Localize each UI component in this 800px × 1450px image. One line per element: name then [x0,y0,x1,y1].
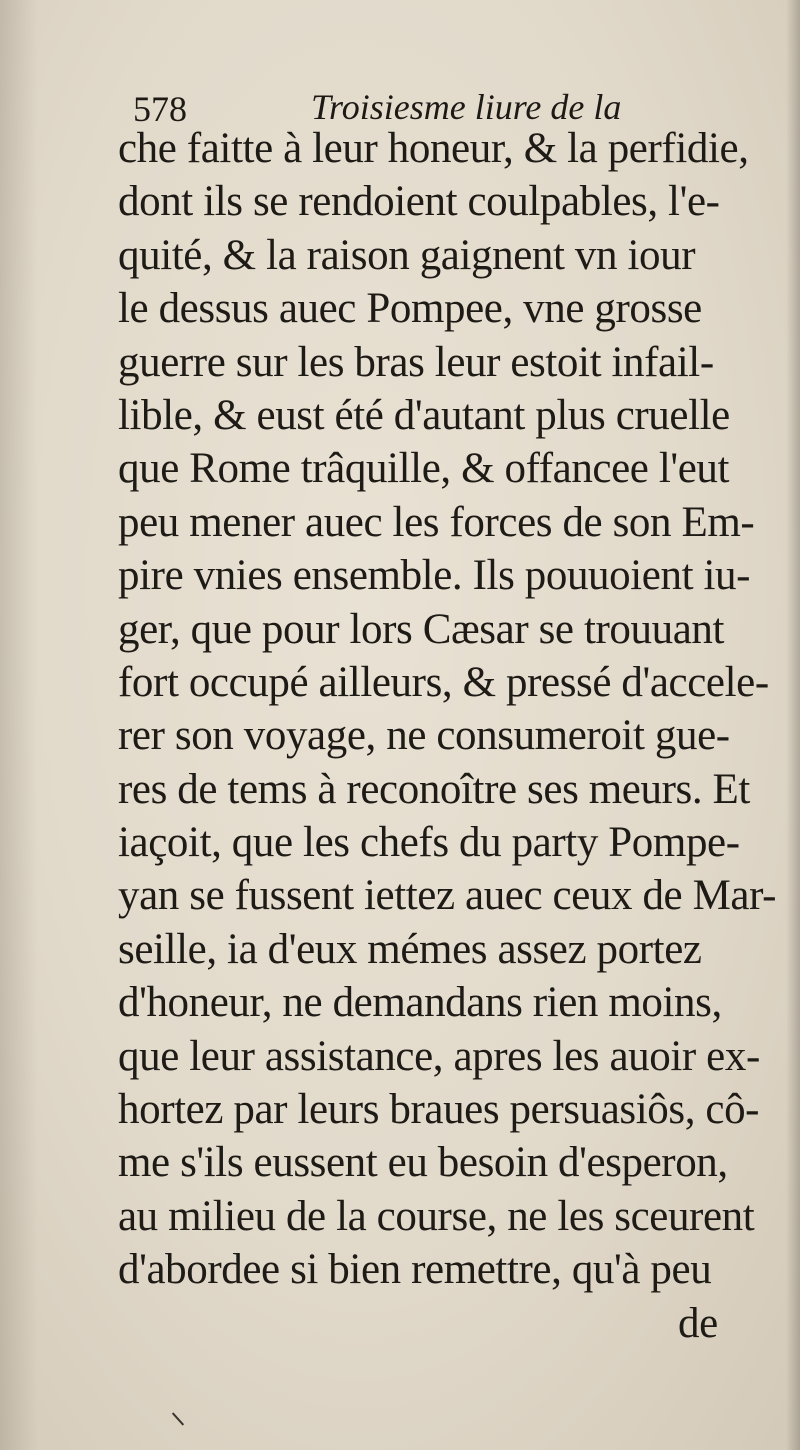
text-line: que Rome trâquille, & offancee l'eut [118,445,730,493]
catchword: de [678,1299,718,1347]
binding-shadow [0,0,38,1450]
running-head: Troisiesme liure de la [311,87,622,127]
text-line: guerre sur les bras leur estoit infail- [118,338,714,386]
text-line: me s'ils eussent eu besoin d'esperon, [118,1139,728,1187]
text-line: ger, que pour lors Cæsar se trouuant [118,605,725,653]
text-line: res de tems à reconoître ses meurs. Et [118,765,750,813]
text-line: d'honeur, ne demandans rien moins, [118,979,722,1027]
text-line: d'abordee si bien remettre, qu'à peu [118,1246,712,1294]
text-line: que leur assistance, apres les auoir ex- [118,1032,760,1080]
text-line: hortez par leurs braues persuasiôs, cô- [118,1086,760,1134]
text-line: yan se fussent iettez auec ceux de Mar- [118,872,777,920]
text-line: le dessus auec Pompee, vne grosse [118,285,702,333]
text-line: che faitte à leur honeur, & la perfidie, [118,125,749,172]
text-line: quité, & la raison gaignent vn iour [118,231,696,279]
ink-mark [172,1412,184,1425]
text-line: seille, ia d'eux mémes assez portez [118,925,702,973]
body-text [118,122,778,1350]
page-number: 578 [133,89,187,129]
text-line: peu mener auec les forces de son Em- [118,498,755,546]
text-line: au milieu de la course, ne les sceurent [118,1192,755,1240]
text-line: dont ils se rendoient coulpables, l'e- [118,178,720,226]
text-line: iaçoit, que les chefs du party Pompe- [118,819,740,867]
text-line: lible, & eust été d'autant plus cruelle [118,391,730,439]
text-line: pire vnies ensemble. Ils pouuoient iu- [118,552,751,600]
text-line: fort occupé ailleurs, & pressé d'accele- [118,658,769,706]
text-line: rer son voyage, ne consumeroit gue- [118,712,730,760]
page-edge [786,0,800,1450]
